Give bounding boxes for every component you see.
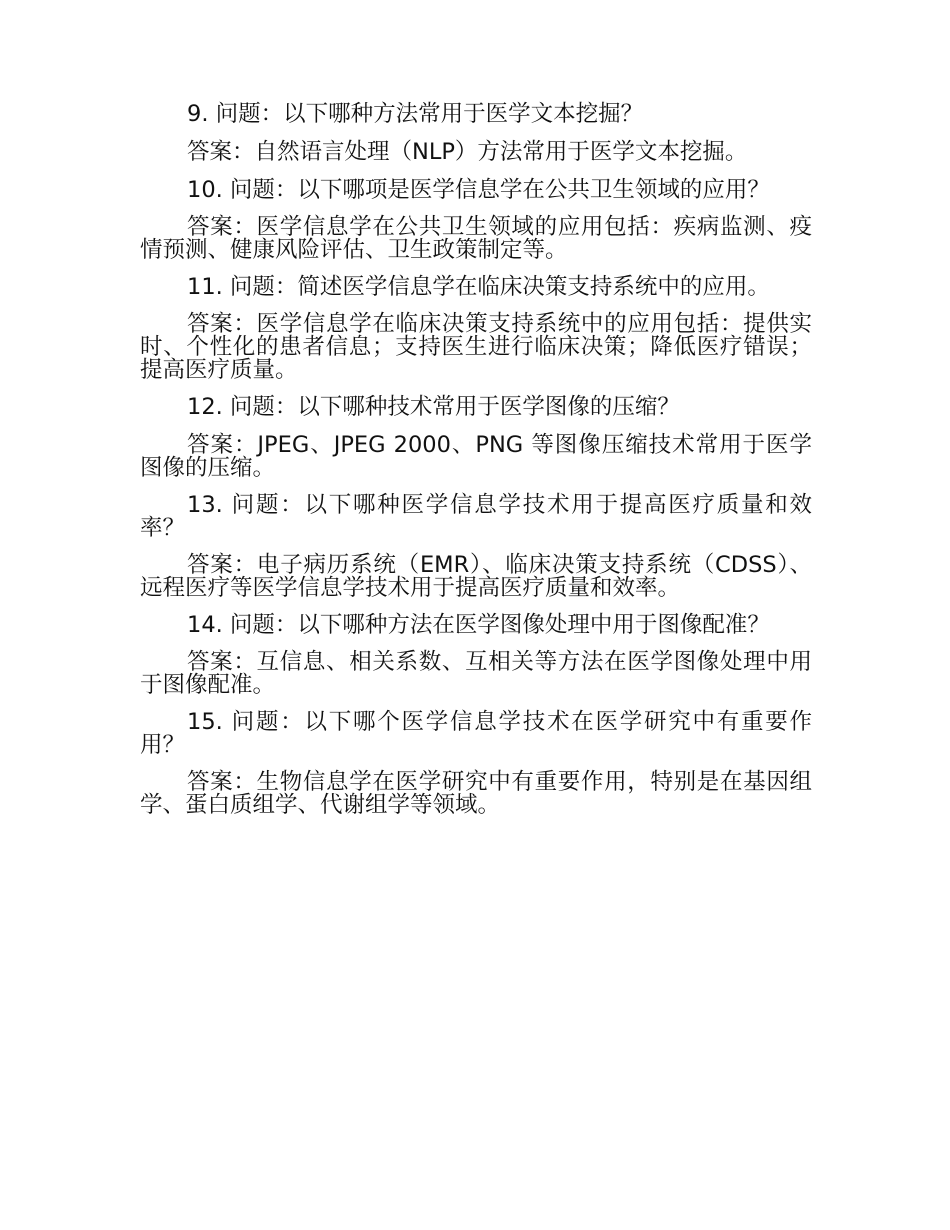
question-10: 10. 问题：以下哪项是医学信息学在公共卫生领域的应用？ [187, 177, 770, 203]
question-14: 14. 问题：以下哪种方法在医学图像处理中用于图像配准？ [187, 612, 770, 638]
answer-9: 答案：自然语言处理（NLP）方法常用于医学文本挖掘。 [187, 139, 748, 165]
answer-10: 答案：医学信息学在公共卫生领域的应用包括：疾病监测、疫情预测、健康风险评估、卫生政策制定等。 [140, 214, 812, 263]
answer-12: 答案：JPEG、JPEG 2000、PNG 等图像压缩技术常用于医学图像的压缩。 [140, 432, 812, 481]
question-12: 12. 问题：以下哪种技术常用于医学图像的压缩？ [187, 394, 680, 420]
question-13: 13. 问题：以下哪种医学信息学技术用于提高医疗质量和效率？ [140, 492, 812, 541]
question-9: 9. 问题：以下哪种方法常用于医学文本挖掘？ [187, 101, 644, 127]
question-11: 11. 问题：简述医学信息学在临床决策支持系统中的应用。 [187, 274, 770, 300]
answer-11: 答案：医学信息学在临床决策支持系统中的应用包括：提供实时、个性化的患者信息；支持医生进行临床决策；降低医疗错误；提高医疗质量。 [140, 311, 812, 383]
qa-content [140, 103, 812, 831]
answer-13: 答案：电子病历系统（EMR）、临床决策支持系统（CDSS）、远程医疗等医学信息学技术用于提高医疗质量和效率。 [140, 552, 812, 601]
question-15: 15. 问题：以下哪个医学信息学技术在医学研究中有重要作用？ [140, 709, 812, 758]
answer-15: 答案：生物信息学在医学研究中有重要作用，特别是在基因组学、蛋白质组学、代谢组学等领域。 [140, 769, 812, 818]
answer-14: 答案：互信息、相关系数、互相关等方法在医学图像处理中用于图像配准。 [140, 649, 812, 698]
